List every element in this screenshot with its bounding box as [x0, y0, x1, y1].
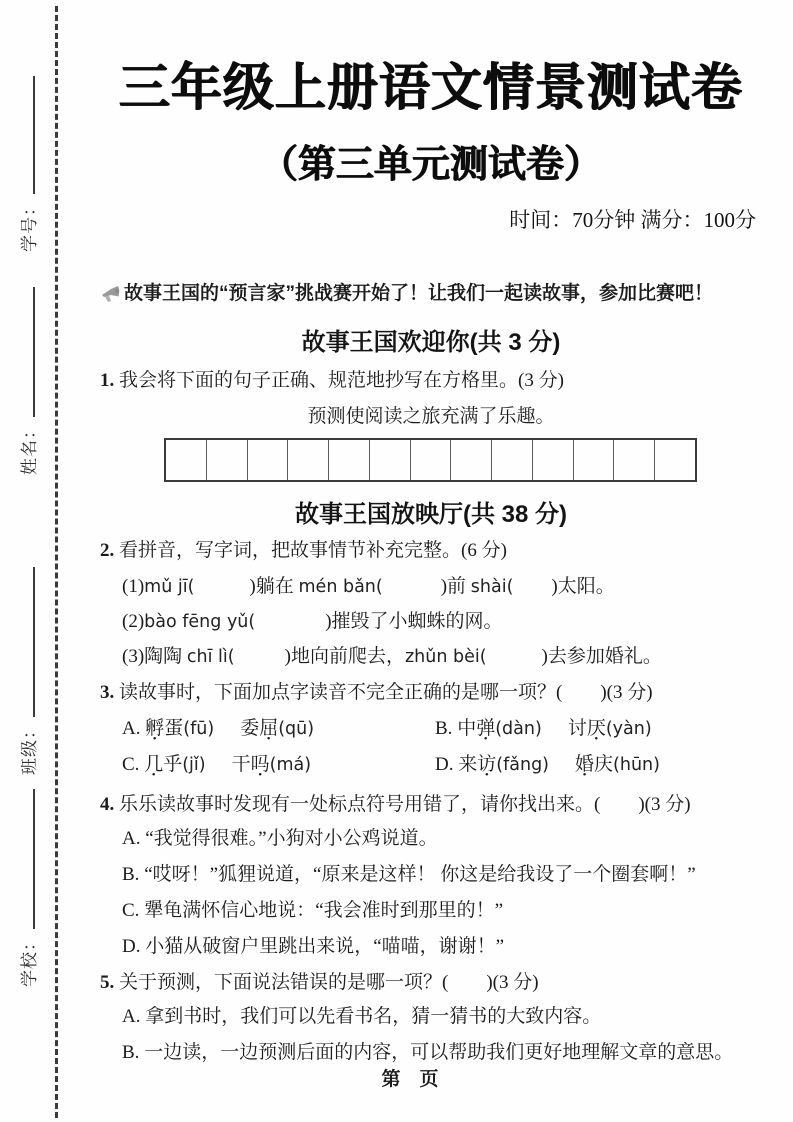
student-field-id	[15, 76, 40, 252]
student-field-name	[15, 287, 40, 475]
q2-line-2: (2)bào fēng yǔ( )摧毁了小蜘蛛的网。	[122, 611, 503, 632]
intro-line	[100, 280, 762, 312]
q4-option-b: B. “哎呀！”狐狸说道，“原来是这样！ 你这是给我设了一个圈套啊！”	[122, 864, 696, 885]
q3-option-d: D. 来访(fǎng) 婚庆(hūn)	[435, 750, 660, 780]
dotted-char: 孵	[145, 718, 165, 739]
paper-subtitle: （第三单元测试卷）	[259, 144, 602, 186]
q4-option-c: C. 犟龟满怀信心地说：“我会准时到那里的！”	[122, 900, 504, 921]
grid-cell[interactable]	[451, 440, 492, 480]
fold-dashed-line	[55, 6, 58, 1118]
q1-stem	[100, 368, 762, 394]
dotted-char: 弹	[476, 718, 496, 739]
grid-cell[interactable]	[574, 440, 615, 480]
q3-option-b: B. 中弹(dàn) 讨厌(yàn)	[435, 714, 652, 744]
grid-cell[interactable]	[288, 440, 329, 480]
dotted-char: 厌	[586, 718, 606, 739]
q3-number: 3.	[100, 682, 115, 703]
q4-number: 4.	[100, 794, 115, 815]
dotted-char: 婚	[575, 754, 595, 775]
grid-cell[interactable]	[166, 440, 207, 480]
dotted-char: 屈	[259, 718, 279, 739]
q2-number: 2.	[100, 540, 115, 561]
q5-option-b: B. 一边读，一边预测后面的内容，可以帮助我们更好地理解文章的意思。	[122, 1042, 734, 1063]
section-title-welcome: 故事王国欢迎你(共 3 分)	[301, 329, 561, 356]
q4-option-d: D. 小猫从破窗户里跳出来说，“喵喵，谢谢！”	[122, 936, 505, 957]
student-class-blank[interactable]	[19, 567, 35, 717]
grid-cell[interactable]	[411, 440, 452, 480]
student-id-label: 学号：	[20, 198, 39, 252]
q5-option-a: A. 拿到书时，我们可以先看书名，猜一猜书的大致内容。	[122, 1006, 602, 1027]
q1-stem-text: 我会将下面的句子正确、规范地抄写在方格里。(3 分)	[119, 370, 564, 391]
paper-title: 三年级上册语文情景测试卷	[118, 59, 743, 116]
q4-option-a: A. “我觉得很难。”小狗对小公鸡说道。	[122, 828, 438, 849]
dotted-char: 吗	[250, 754, 270, 775]
q5-stem-text: 关于预测，下面说法错误的是哪一项？( )(3 分)	[119, 972, 539, 993]
student-field-class	[15, 567, 40, 775]
grid-cell[interactable]	[370, 440, 411, 480]
grid-cell[interactable]	[655, 440, 695, 480]
q3-option-c: C. 几乎(jǐ) 干吗(má)	[122, 750, 435, 780]
student-class-label: 班级：	[20, 721, 39, 775]
dotted-char: 几	[144, 754, 164, 775]
student-field-school	[15, 789, 40, 987]
q4-stem	[100, 792, 762, 818]
q3-options-row1	[122, 714, 762, 744]
student-name-blank[interactable]	[19, 287, 35, 417]
grid-cell[interactable]	[329, 440, 370, 480]
q2-line3-num: (3)	[122, 646, 145, 667]
q2-stem-text: 看拼音，写字词，把故事情节补充完整。(6 分)	[119, 540, 507, 561]
student-id-blank[interactable]	[19, 76, 35, 194]
q1-number: 1.	[100, 370, 115, 391]
paper-body	[100, 0, 762, 1066]
student-school-label: 学校：	[20, 933, 39, 987]
q1-copy-sentence: 预测使阅读之旅充满了乐趣。	[307, 406, 555, 427]
q2-line-3: (3)陶陶 chī lì( )地向前爬去，zhǔn bèi( )去参加婚礼。	[122, 646, 662, 667]
grid-cell[interactable]	[207, 440, 248, 480]
student-name-label: 姓名：	[20, 421, 39, 475]
exam-time-score: 时间：70分钟 满分：100分	[509, 208, 756, 232]
grid-cell[interactable]	[533, 440, 574, 480]
q2-stem	[100, 538, 762, 564]
q3-option-a: A. 孵蛋(fū) 委屈(qū)	[122, 714, 435, 744]
q2-line1-num: (1)	[122, 576, 145, 597]
q3-stem-text: 读故事时，下面加点字读音不完全正确的是哪一项？( )(3 分)	[119, 682, 653, 703]
q2-line2-num: (2)	[122, 611, 145, 632]
grid-cell[interactable]	[614, 440, 655, 480]
q5-number: 5.	[100, 972, 115, 993]
page-footer: 第 页	[381, 1069, 439, 1090]
q3-options-row2	[122, 750, 762, 780]
q5-stem	[100, 970, 762, 996]
horn-icon	[100, 284, 124, 312]
dotted-char: 访	[477, 754, 497, 775]
grid-cell[interactable]	[248, 440, 289, 480]
intro-text: 故事王国的“预言家”挑战赛开始了！让我们一起读故事，参加比赛吧！	[124, 283, 714, 304]
grid-cell[interactable]	[492, 440, 533, 480]
student-school-blank[interactable]	[19, 789, 35, 929]
q3-stem	[100, 680, 762, 706]
section-title-cinema: 故事王国放映厅(共 38 分)	[294, 501, 567, 528]
q4-stem-text: 乐乐读故事时发现有一处标点符号用错了，请你找出来。( )(3 分)	[119, 794, 691, 815]
q2-line-1: (1)mǔ jī( )躺在 mén bǎn( )前 shài( )太阳。	[122, 576, 615, 597]
writing-grid[interactable]	[164, 438, 697, 482]
